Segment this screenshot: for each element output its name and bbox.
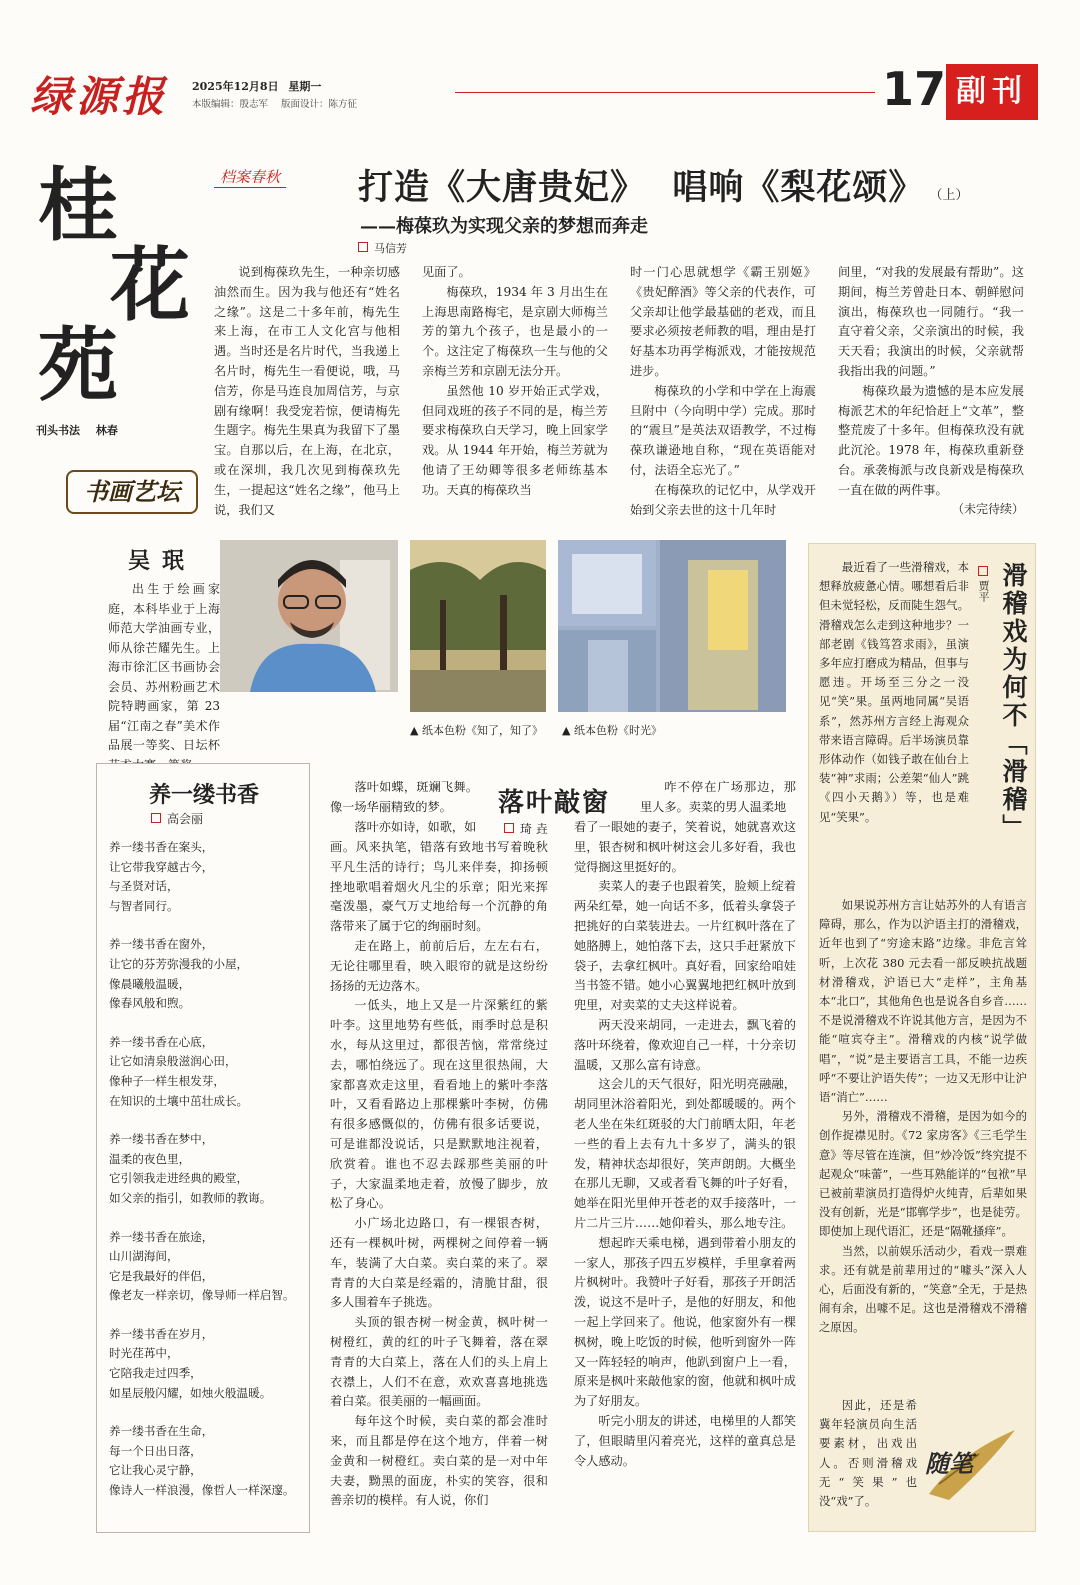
column-title-char: 花: [110, 238, 190, 332]
poem-stanza: [109, 1130, 305, 1208]
poem-line: 如父亲的指引，如教师的教诲。: [109, 1190, 272, 1205]
lead-title: [358, 160, 968, 210]
poem-line: 它引领我走进经典的殿堂，: [109, 1171, 249, 1186]
byline-square-icon: [151, 813, 161, 823]
comedy-body: [819, 558, 969, 896]
leaves-title: 落叶敲窗: [498, 788, 611, 818]
painting-window-icon: [558, 540, 786, 712]
column-title-char: 苑: [38, 318, 118, 412]
painting-cicada: [410, 540, 546, 712]
poem-stanza: [109, 935, 305, 1013]
poem-line: 养一缕书香在生命，: [109, 1424, 214, 1439]
byline-square-icon: [358, 242, 368, 252]
leaves-article: [330, 778, 798, 1538]
calligrapher-name: 林春: [95, 424, 118, 437]
artist-portrait-icon: [220, 540, 398, 692]
comedy-body: [819, 896, 1027, 1436]
poem-box: [96, 763, 310, 1533]
poem-line: 温柔的夜色里，: [109, 1151, 191, 1166]
leaves-column-top-right: [640, 778, 796, 818]
paragraph: 走在路上，前前后后，左左右右，无论往哪里看，映入眼帘的就是这纷纷扬扬的无边落木。: [330, 938, 548, 993]
artist-bio: [108, 580, 220, 752]
poem-line: 它陪我走过四季，: [109, 1366, 202, 1381]
painting-time: [558, 540, 786, 712]
issue-date: [192, 78, 321, 94]
lead-subtitle: ——梅葆玖为实现父亲的梦想而奔走: [360, 216, 648, 237]
poem-stanza: [109, 1228, 305, 1306]
byline-square-icon: [978, 566, 988, 576]
to-be-continued: （未完待续）: [951, 502, 1024, 516]
paragraph: 小广场北边路口，有一棵银杏树，还有一棵枫叶树，两棵树之间停着一辆车，装满了大白菜。卖白菜的来了。翠青青的大白菜是经霜的，清脆甘甜，很多人围着车子挑选。: [330, 1216, 548, 1310]
section-badge: 副刊: [946, 64, 1038, 120]
poem-stanza: [109, 1033, 305, 1111]
masthead: [0, 0, 1080, 120]
poem-line: 养一缕书香在旅途，: [109, 1229, 214, 1244]
lead-byline: [358, 240, 407, 256]
paragraph: 每年这个时候，卖白菜的都会准时来，而且都是停在这个地方，伴着一树金黄和一树橙红。卖白菜的是一对中年夫妻，黝黑的面庞，朴实的笑容，很和善亲切的模样。有人说，你们: [330, 1414, 548, 1508]
paragraph: 在梅葆玖的记忆中，从学戏开始到父亲去世的这十几年时: [630, 482, 816, 517]
paragraph: 想起昨天乘电梯，遇到带着小朋友的一家人，那孩子四五岁模样，手里拿着两片枫树叶。我赞叶子好看，那孩子开朗活泼，说这不是叶子，是他的好朋友，和他一起上学回来了。他说，他家窗外有一棵枫树，晚上吃饭的时候，他听到窗外一阵又一阵轻轻的响声，他趴到窗户上一看，原来是枫叶来敲他家的窗，他就和枫叶成为了好朋友。: [574, 1235, 796, 1409]
essay-stamp-text: 随笔: [925, 1449, 973, 1478]
poem-line: 养一缕书香在梦中，: [109, 1132, 214, 1147]
poem-line: 让它的芬芳弥漫我的小屋，: [109, 956, 249, 971]
column-title: [30, 160, 210, 440]
lead-author: 马信芳: [374, 242, 407, 255]
painting-caption: ▲ 纸本色粉《知了，知了》: [410, 724, 543, 737]
poem-line: 时光荏苒中，: [109, 1346, 179, 1361]
painting-trees-icon: [410, 540, 546, 712]
paragraph: 因此，还是希冀年轻演员向生活要素材，出戏出人。否则滑稽戏无“笑果”也没“戏”了。: [819, 1398, 917, 1509]
paragraph: 间里，“对我的发展最有帮助”。这期间，梅兰芳曾赴日本、朝鲜慰问演出，梅葆玖也一同随行。“我一直守着父亲，父亲演出的时候，我天天看；我演出的时候，父亲就帮我指出我的问题。”: [838, 265, 1024, 378]
poem-line: 在知识的土壤中茁壮成长。: [109, 1093, 249, 1108]
page-number: 17: [882, 62, 947, 116]
artist-name: 吴珉: [128, 548, 197, 574]
leaves-column: [330, 838, 548, 1536]
paragraph: 听完小朋友的讲述，电梯里的人都笑了，但眼睛里闪着亮光，这样的童真总是令人感动。: [574, 1413, 796, 1468]
paragraph: 见面了。: [422, 265, 471, 279]
poem-line: 它是我最好的伴侣，: [109, 1268, 214, 1283]
weekday-text: 星期一: [288, 80, 322, 93]
poem-line: 与圣贤对话，: [109, 879, 179, 894]
paragraph: 咋不停在广场那边，那里人多。卖菜的男人温柔地: [640, 780, 796, 814]
masthead-rule: [455, 92, 875, 93]
paragraph: 梅葆玖最为遗憾的是本应发展梅派艺术的年纪恰赶上“文革”，整整荒废了十多年。但梅葆玖没有就此沉沦。1978 年，梅葆玖重新登台。承袭梅派与改良新戏是梅葆玖一直在做的两件事。: [838, 383, 1024, 497]
column-title-char: 桂: [38, 158, 118, 252]
poem-line: 与智者同行。: [109, 898, 179, 913]
poem-author: 高会丽: [167, 812, 204, 826]
lead-column: [630, 263, 816, 521]
poem-stanza: [109, 1422, 305, 1500]
byline-square-icon: [504, 823, 514, 833]
paragraph: 画。风来执笔，错落有致地书写着晚秋平凡生活的诗行；鸟儿来伴奏，抑扬顿挫地歌唱着烟火凡尘的乐章；阳光来挥毫泼墨，豪气万丈地给每一个沉静的角落带来了属于它的绚丽时刻。: [330, 840, 548, 934]
lead-article: [210, 160, 1030, 525]
comedy-title: 滑稽戏为何不「滑稽」: [999, 562, 1028, 842]
paragraph: 说到梅葆玖先生，一种亲切感油然而生。因为我与他还有“姓名之缘”。这是二十多年前，梅先生来上海，在市工人文化宫与他相遇。当时还是名片时代，当我递上名片时，梅先生一看便说，哦，马信芳，你是马连良加周信芳，与京剧有缘啊！我受宠若惊，便请梅先生题字。梅先生果真为我留下了墨宝。自那以后，在上海，在北京，或在深圳，我几次见到梅葆玖先生，一提起这“姓名之缘”，他马上说，我们又: [214, 265, 400, 517]
paragraph: 当然，以前娱乐活动少，看戏一票难求。还有就是前辈用过的“噱头”深入人心，后面没有新的，“笑意”全无，于是热闹有余，出噱不足。这也是滑稽戏不滑稽之原因。: [819, 1243, 1027, 1335]
comedy-author: 贾平: [977, 580, 990, 602]
paragraph: 最近看了一些滑稽戏，本想释放疲惫心情。哪想看后非但未觉轻松，反而陡生怨气。滑稽戏怎么走到这种地步？一部老剧《钱笃笤求雨》，虽演多年应打磨成为精品，但事与愿违。开场至三分之一没见“笑”果。虽两地同属“吴语系”，然苏州方言经上海观众带来语言障碍。后半场演员靠形体动作（如钱子敢在仙台上装“神”求雨；公差架“仙人”跳《四小天鹅》）等，也是难见“笑果”。: [819, 560, 969, 824]
calligraphy-credit: [36, 422, 118, 438]
poem-line: 像老友一样亲切，像导师一样启智。: [109, 1288, 295, 1303]
editor-text: 本版编辑：殷志军: [192, 99, 269, 110]
comedy-byline: [975, 566, 991, 602]
poem-line: 像晨曦般温暖，: [109, 976, 191, 991]
essay-stamp: [919, 1424, 1023, 1514]
leaves-byline: [504, 820, 548, 837]
leaves-column-top: [330, 778, 478, 838]
poem-byline: [151, 810, 203, 827]
poem-line: 养一缕书香在岁月，: [109, 1326, 214, 1341]
paragraph: 这会儿的天气很好，阳光明亮融融，胡同里沐浴着阳光，到处都暖暖的。两个老人坐在朱红斑驳的大门前晒太阳，年老一些的看上去有九十多岁了，满头的银发，精神状态却很好，笑声朗朗。大概坐在那儿无聊，又或者看飞舞的叶子好看，她举在阳光里伸开苍老的双手接落叶，一片二片三片……她仰着头，那么地专注。: [574, 1077, 796, 1230]
lead-title-text: 打造《大唐贵妃》 唱响《梨花颂》: [358, 167, 925, 208]
poem-line: 像春风般和煦。: [109, 996, 191, 1011]
leaves-author: 琦 垚: [520, 822, 548, 836]
paper-name-logo: 绿源报: [30, 72, 169, 121]
poem-line: 像诗人一样浪漫，像哲人一样深邃。: [109, 1483, 295, 1498]
poem-line: 如星辰般闪耀，如烛火般温暖。: [109, 1385, 272, 1400]
date-text: 2025年12月8日: [192, 80, 279, 93]
poem-line: 让它带我穿越古今，: [109, 859, 214, 874]
paragraph: 头顶的银杏树一树金黄，枫叶树一树橙红，黄的红的叶子飞舞着，落在翠青青的大白菜上，落在人们的头上肩上衣襟上，人们不在意，欢欢喜喜地挑选着白菜。很美丽的一幅画面。: [330, 1315, 548, 1409]
paragraph: 落叶亦如诗，如歌，如: [354, 819, 477, 834]
poem-body: [109, 838, 305, 1520]
paragraph: 如果说苏州方言让姑苏外的人有语言障碍，那么，作为以沪语主打的滑稽戏，近年也到了“穷途末路”边缘。非危言耸听，上次花 380 元去看一部反映抗战题材滑稽戏，沪语已大“走样”，主角基本“北口”，其他角色也是说各自乡音……不是说滑稽戏不许说其他方言，是因为不能“喧宾夺主”。滑稽戏的内核“说学做唱”，“说”是主要语言工具，不能一边疾呼“不要让沪语失传”；一边又无形中让沪语“消亡”……: [819, 898, 1027, 1105]
lead-column: [422, 263, 608, 521]
lead-column: [214, 263, 400, 521]
poem-stanza: [109, 838, 305, 916]
poem-stanza: [109, 1325, 305, 1403]
poem-line: 养一缕书香在窗外，: [109, 937, 214, 952]
paragraph: 时一门心思就想学《霸王别姬》《贵妃醉酒》等父亲的代表作，可父亲却让他学最基础的老戏，而且要求必须按老师教的唱，理由是打好基本功再学梅派戏，才能按规范进步。: [630, 265, 816, 378]
comedy-body-end: [819, 1396, 917, 1516]
poem-line: 每一个日出日落，: [109, 1443, 202, 1458]
poem-line: 像种子一样生根发芽，: [109, 1073, 225, 1088]
poem-line: 养一缕书香在心底，: [109, 1034, 214, 1049]
category-label: 档案春秋: [214, 166, 286, 188]
designer-text: 版面设计：陈方征: [281, 99, 358, 110]
artist-photo: [220, 540, 398, 692]
poem-line: 让它如清泉般滋润心田，: [109, 1054, 237, 1069]
poem-line: 山川湖海间，: [109, 1249, 179, 1264]
paragraph: 虽然他 10 岁开始正式学戏，但同戏班的孩子不同的是，梅兰芳要求梅葆玖白天学习，晚上回家学戏。从 1944 年开始，梅兰芳就为他请了王幼卿等很多老师练基本功。天真的梅葆玖当: [422, 383, 608, 497]
paragraph: 梅葆玖的小学和中学在上海震旦附中（今向明中学）完成。那时的“震旦”是英法双语教学，不过梅葆玖谦逊地自称，“现在英语能对付，法语全忘光了。”: [630, 383, 816, 477]
poem-line: 它让我心灵宁静，: [109, 1463, 202, 1478]
paragraph: 梅葆玖，1934 年 3 月出生在上海思南路梅宅，是京剧大师梅兰芳的第九个孩子，也是最小的一个。这注定了梅葆玖一生与他的父亲梅兰芳和京剧无法分开。: [422, 284, 608, 378]
paragraph: 出生于绘画家庭，本科毕业于上海师范大学油画专业，师从徐芒耀先生。上海市徐汇区书画协会会员、苏州粉画艺术院特聘画家，第 23 届“江南之春”美术作品展一等奖、日坛杯: [108, 582, 220, 752]
painting-caption: ▲ 纸本色粉《时光》: [562, 724, 662, 737]
poem-line: 养一缕书香在案头，: [109, 840, 214, 854]
credit-label: 刊头书法: [36, 424, 80, 437]
paragraph: 另外，滑稽戏不滑稽，是因为如今的创作捉襟见肘。《72 家房客》《三毛学生意》等尽管在连演，但“炒冷饭”终究提不起观众“味蕾”，一些耳熟能详的“包袱”早已被前辈演员打造得炉火纯青，后辈如果没有创新，光是“邯郸学步”，也是徒劳。即使加上现代语汇，还是“隔靴搔痒”。: [819, 1109, 1027, 1239]
editor-credits: [192, 96, 357, 110]
paragraph: 两天没来胡同，一走进去，飘飞着的落叶环绕着，像欢迎自己一样，十分亲切温暖，又那么富有诗意。: [574, 1017, 796, 1072]
paragraph: 落叶如蝶，斑斓飞舞。像一场华丽精致的梦。: [330, 780, 478, 814]
leaves-column: [574, 818, 796, 1536]
poem-title: 养一缕书香: [149, 782, 260, 808]
paragraph: 卖菜人的妻子也跟着笑，脸颊上绽着两朵红晕，她一向话不多，低着头拿袋子把挑好的白菜装进去。一片红枫叶落在了她胳膊上，她怕落下去，这只手赶紧放下袋子，去拿红枫叶。真好看，回家给咱娃当书签不错。她小心翼翼地把红枫叶放到兜里，对卖菜的丈夫这样说着。: [574, 879, 796, 1013]
lead-title-suffix: （上）: [929, 188, 969, 203]
comedy-article: [808, 543, 1036, 1532]
art-forum-logo: 书画艺坛: [66, 470, 198, 514]
lead-column: [838, 263, 1024, 503]
paragraph: 看了一眼她的妻子，笑着说，她就喜欢这里，银杏树和枫叶树这会儿多好看，我也觉得搁这里挺好的。: [574, 820, 796, 874]
paragraph: 一低头，地上又是一片深紫红的紫叶李。这里地势有些低，雨季时总是积水，每从这里过，都很苦恼，常常绕过去，哪怕绕远了。现在这里很热闹，大家都喜欢走这里，看看地上的紫叶李落叶，又看看路边上那棵紫叶李树，仿佛有很多感慨似的，仿佛有很多话要说，可是谁都没说话，只是默默地注视着，欣赏着。谁也不忍去踩那些美丽的叶子，大家温柔地走着，放慢了脚步，放松了身心。: [330, 998, 548, 1211]
